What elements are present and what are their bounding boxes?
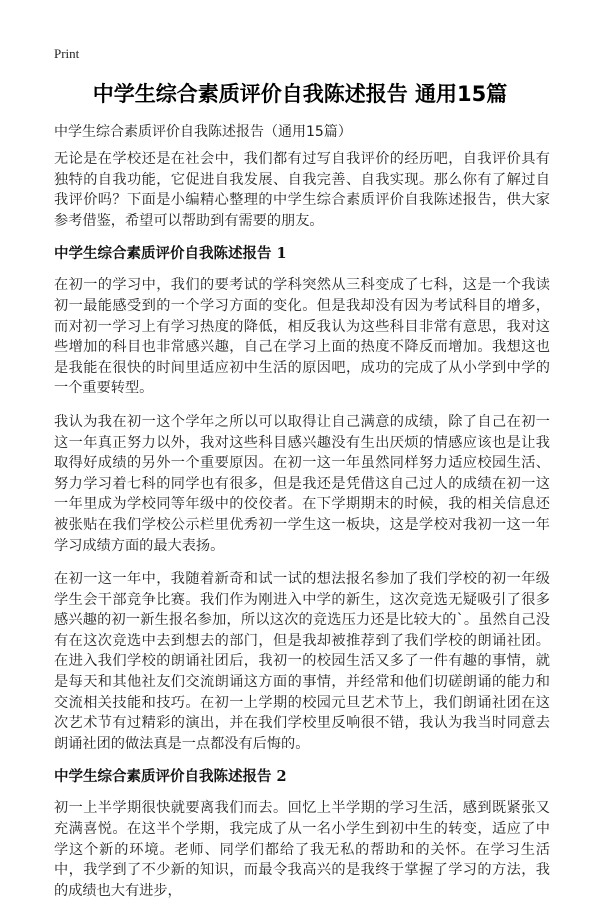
document-subtitle: 中学生综合素质评价自我陈述报告（通用15篇）: [54, 124, 352, 140]
section-heading-1: 中学生综合素质评价自我陈述报告 1: [54, 245, 287, 263]
section-1-paragraph-3: 在初一这一年中，我随着新奇和试一试的想法报名参加了我们学校的初一年级学生会干部竞争比赛。我们作为刚进入中学的新生，这次竞选无疑吸引了很多感兴趣的初一新生报名参加，所以这次的竞选压力还是比较大的`。虽然自己没有在这次竞选中去到想去的部门，但是我却被推荐到了我们学校的朗诵社团。在进入我们学校的朗诵社团后，我初一的校园生活又多了一件有趣的事情，就是每天和其他社友们交流朗诵这方面的事情，并经常和他们切磋朗诵的能力和交流相关技能和技巧。在初一上学期的校园元旦艺术节上，我们朗诵社团在这次艺术节有过精彩的演出，并在我们学校里反响很不错，我认为我当时同意去朗诵社团的做法真是一点都没有后悔的。: [54, 571, 550, 752]
section-1-paragraph-2: 我认为我在初一这个学年之所以可以取得让自己满意的成绩，除了自己在初一这一年真正努力以外，我对这些科目感兴趣没有生出厌烦的情感应该也是让我取得好成绩的另外一个重要原因。在初一这一年虽然同样努力适应校园生活、努力学习着七科的同学也有很多，但是我还是凭借这自己过人的成绩在初一这一年里成为学校同等年级中的佼佼者。在下学期期末的时候，我的相关信息还被张贴在我们学校公示栏里优秀初一学生这一板块，这是学校对我初一这一年学习成绩方面的最大表扬。: [54, 413, 550, 554]
document-body: [54, 149, 550, 914]
section-2-paragraph-1: 初一上半学期很快就要离我们而去。回忆上半学期的学习生活，感到既紧张又充满喜悦。在这半个学期，我完成了从一名小学生到初中生的转变，适应了中学这个新的环境。老师、同学们都给了我无私的帮助和的关怀。在学习生活中，我学到了不少新的知识，而最令我高兴的是我终于掌握了学习的方法，我的成绩也大有进步，: [54, 800, 550, 899]
section-1-paragraph-1: 在初一的学习中，我们的要考试的学科突然从三科变成了七科，这是一个我读初一最能感受到的一个学习方面的变化。但是我却没有因为考试科目的增多，而对初一学习上有学习热度的降低，相反我认为这些科目非常有意思，我对这些增加的科目也非常感兴趣，自己在学习上面的热度不降反而增加。我想这也是我能在很快的时间里适应初中生活的原因吧，成功的完成了从小学到中学的一个重要转型。: [54, 277, 550, 397]
print-label[interactable]: Print: [54, 46, 80, 61]
intro-paragraph: 无论是在学校还是在社会中，我们都有过写自我评价的经历吧，自我评价具有独特的自我功能，它促进自我发展、自我完善、自我实现。那么你有了解过自我评价吗？下面是小编精心整理的中学生综合素质评价自我陈述报告，供大家参考借鉴，希望可以帮助到有需要的朋友。: [54, 151, 550, 229]
section-heading-2: 中学生综合素质评价自我陈述报告 2: [54, 768, 287, 786]
page-title: 中学生综合素质评价自我陈述报告 通用15篇: [92, 82, 508, 106]
